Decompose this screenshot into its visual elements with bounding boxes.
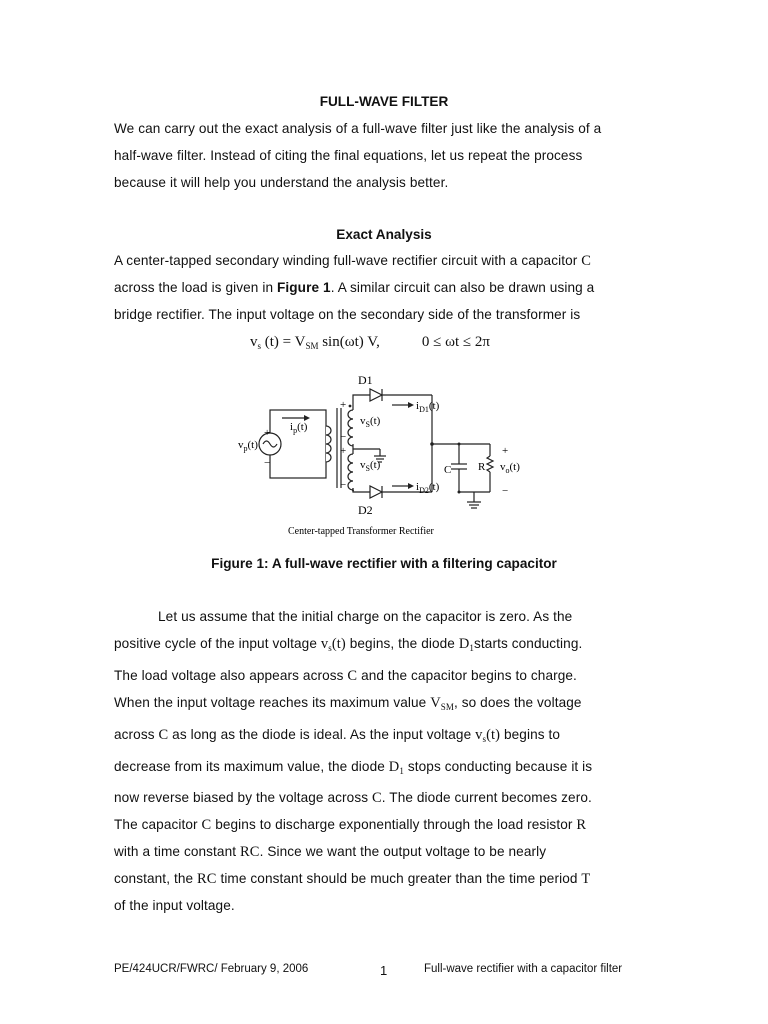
page-title: FULL-WAVE FILTER xyxy=(319,94,449,109)
circuit-caption: Center-tapped Transformer Rectifier xyxy=(288,526,434,537)
p3-line-6: decrease from its maximum value, the diode $D_1$ stops conducting because it is xyxy=(114,759,593,776)
p3-line-5: across C as long as the diode is ideal. As the input voltage $v_s(t)$ begins to xyxy=(114,727,561,744)
minus-sign: − xyxy=(502,485,509,497)
vs-bottom-label: $v_S(t)$ xyxy=(360,459,381,473)
input-voltage-equation: $v_s$ $(t) = V_{SM}$ sin(ωt) V, 0 ≤ ωt ≤ 2π xyxy=(250,334,490,351)
plus-sign: + xyxy=(502,445,509,457)
intro-line-3: because it will help you understand the analysis better. xyxy=(114,175,449,190)
intro-line-1: We can carry out the exact analysis of a full-wave filter just like the analysis of a xyxy=(114,121,602,136)
figure-reference: Figure 1 xyxy=(277,280,331,295)
c-label: C xyxy=(444,464,452,476)
p3-line-3: The load voltage also appears across C and the capacitor begins to charge. xyxy=(114,668,577,684)
vo-label: $v_o(t)$ xyxy=(500,461,520,475)
p3-line-2: positive cycle of the input voltage $v_s(t)$ begins, the diode $D_1starts$ conducting. xyxy=(114,636,583,653)
p3-line-7: now reverse biased by the voltage across C. The diode current becomes zero. xyxy=(114,790,592,806)
d2-label: D2 xyxy=(358,503,373,517)
minus-sign: − xyxy=(264,457,271,469)
p2-line-2: across the load is given in Figure 1. A similar circuit can also be drawn using a xyxy=(114,280,595,295)
footer-right: Full-wave rectifier with a capacitor filter xyxy=(424,963,623,975)
id2-label: $i_{D2}(t)$ xyxy=(416,481,440,495)
vs-top-label: $v_S(t)$ xyxy=(360,415,381,429)
section-heading: Exact Analysis xyxy=(336,227,432,242)
plus-sign: + xyxy=(340,445,347,457)
p2-line-1: A center-tapped secondary winding full-wave rectifier circuit with a capacitor C xyxy=(114,253,592,269)
circuit-diagram xyxy=(230,368,550,543)
d1-label: D1 xyxy=(358,373,373,387)
figure-caption: Figure 1: A full-wave rectifier with a filtering capacitor xyxy=(211,556,557,571)
minus-sign: − xyxy=(340,431,347,443)
minus-sign: − xyxy=(340,479,347,491)
p3-line-9: with a time constant RC. Since we want the output voltage to be nearly xyxy=(114,844,547,860)
p3-line-8: The capacitor C begins to discharge exponentially through the load resistor R xyxy=(114,817,587,833)
r-label: R xyxy=(478,461,486,473)
ip-label: $i_p(t)$ xyxy=(290,421,308,435)
p3-line-10: constant, the RC time constant should be much greater than the time period T xyxy=(114,871,591,887)
p3-line-1: Let us assume that the initial charge on the capacitor is zero. As the xyxy=(158,609,573,624)
page-number: 1 xyxy=(380,963,388,978)
id1-label: $i_{D1}(t)$ xyxy=(416,400,440,414)
intro-line-2: half-wave filter. Instead of citing the final equations, let us repeat the process xyxy=(114,148,583,163)
plus-sign: + xyxy=(340,399,347,411)
plus-sign: + xyxy=(264,427,271,439)
vp-label: $v_p(t)$ xyxy=(238,439,258,453)
p3-line-4: When the input voltage reaches its maximum value $V_{SM}$, so does the voltage xyxy=(114,695,582,712)
footer-left: PE/424UCR/FWRC/ February 9, 2006 xyxy=(114,963,309,975)
p2-line-3: bridge rectifier. The input voltage on the secondary side of the transformer is xyxy=(114,307,581,322)
p3-line-11: of the input voltage. xyxy=(114,898,235,913)
